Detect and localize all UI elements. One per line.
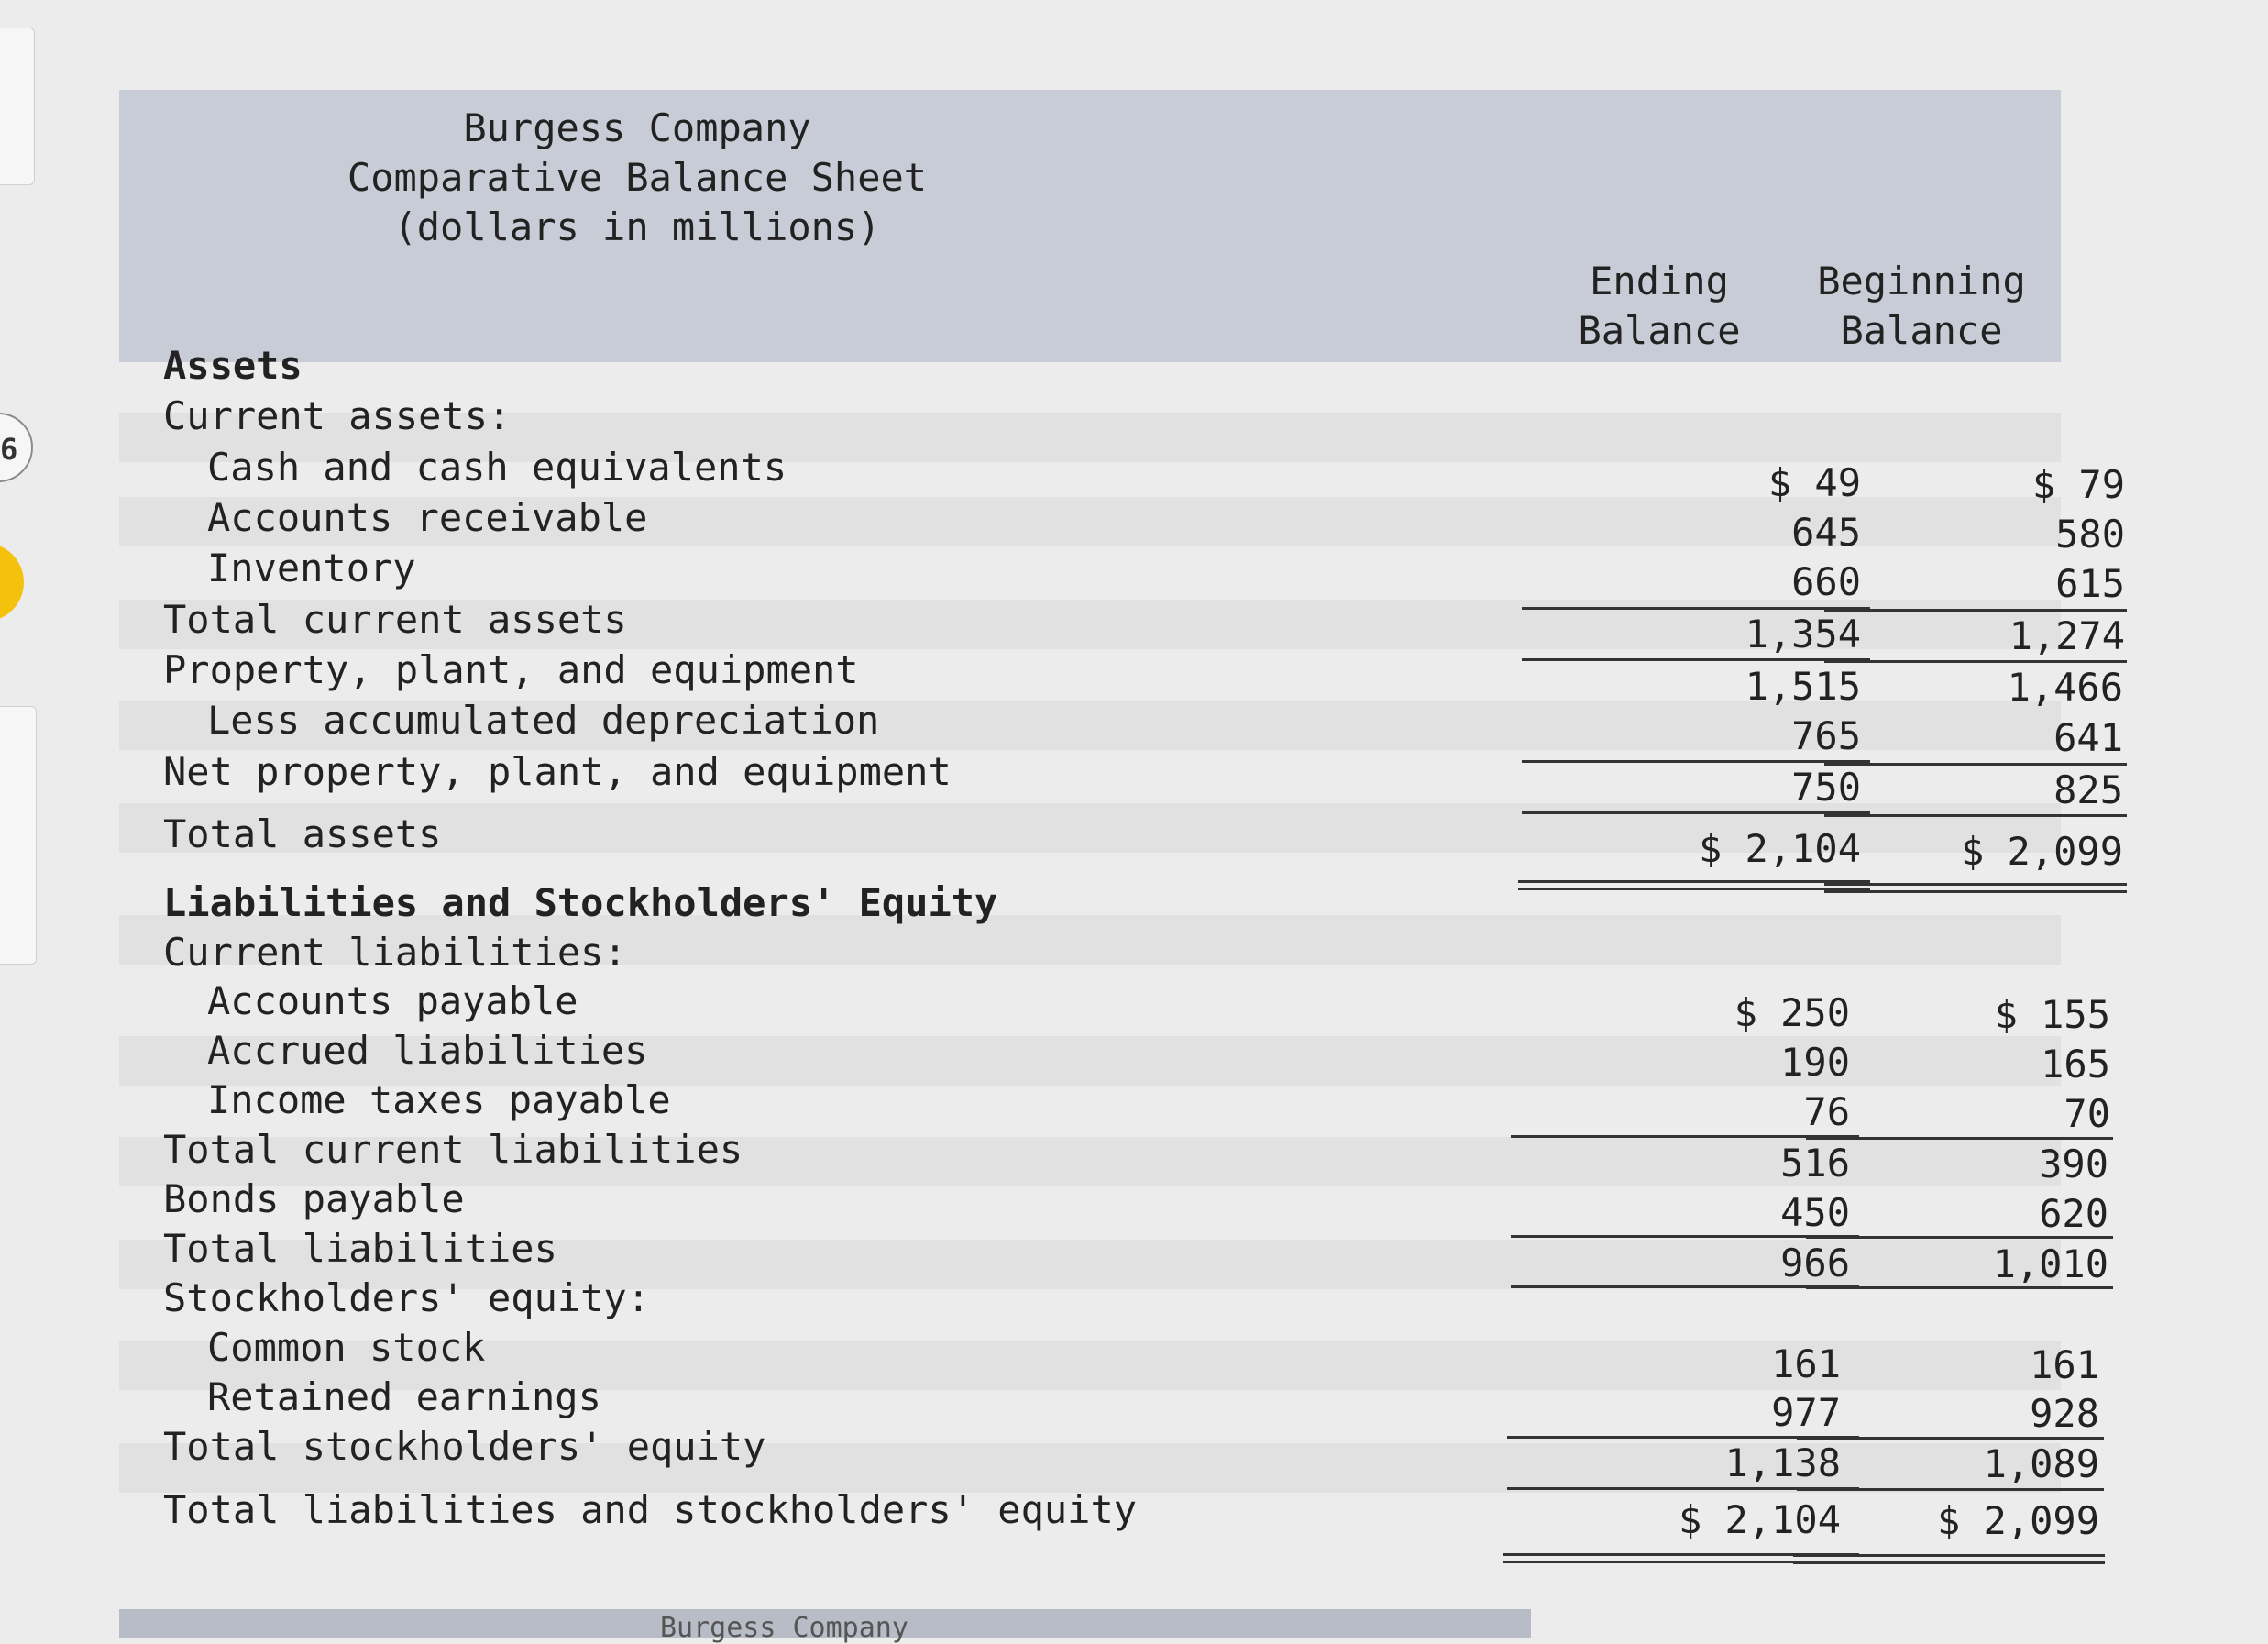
ending-ppe: 1,515	[1745, 664, 1861, 709]
ending-accumulated-depreciation: 765	[1791, 713, 1861, 758]
ending-header-line1: Ending	[1590, 259, 1729, 303]
row-label-income-taxes-payable: Income taxes payable	[207, 1077, 671, 1122]
row-label-total-liabilities-and-equity: Total liabilities and stockholders' equity	[163, 1487, 1138, 1532]
statement-title: Comparative Balance Sheet	[347, 155, 928, 200]
subheading-stockholders-equity: Stockholders' equity:	[163, 1275, 651, 1320]
row-label-accounts-payable: Accounts payable	[207, 978, 578, 1023]
row-label-inventory: Inventory	[207, 546, 416, 590]
ending-total-current-liabilities: 516	[1780, 1141, 1850, 1186]
row-label-accrued-liabilities: Accrued liabilities	[207, 1028, 648, 1073]
beginning-subtotal-rule	[1824, 814, 2127, 817]
row-label-common-stock: Common stock	[207, 1325, 486, 1370]
beginning-accounts-payable: $ 155	[1994, 992, 2110, 1037]
side-panel-tab-lower[interactable]	[0, 706, 37, 965]
subheading-current-liabilities: Current liabilities:	[163, 930, 627, 975]
balance-sheet	[119, 90, 2125, 1644]
beginning-header-line1: Beginning	[1817, 259, 2026, 303]
row-label-ppe: Property, plant, and equipment	[163, 647, 859, 692]
ending-accrued-liabilities: 190	[1780, 1040, 1850, 1085]
beginning-total-liabilities-and-equity: $ 2,099	[1936, 1498, 2099, 1543]
next-table-title: Burgess Company	[660, 1612, 908, 1644]
beginning-subtotal-rule	[1806, 1236, 2113, 1239]
beginning-net-ppe: 825	[2053, 767, 2123, 812]
ending-total-stockholders-equity: 1,138	[1724, 1440, 1841, 1485]
ending-net-ppe: 750	[1791, 765, 1861, 810]
beginning-total-assets: $ 2,099	[1960, 829, 2123, 874]
row-label-total-current-liabilities: Total current liabilities	[163, 1127, 743, 1172]
beginning-accumulated-depreciation: 641	[2053, 715, 2123, 760]
ending-bonds-payable: 450	[1780, 1190, 1850, 1235]
ending-total-double-rule	[1518, 880, 1870, 890]
ending-subtotal-rule	[1522, 811, 1870, 814]
beginning-cash: $ 79	[2031, 462, 2125, 507]
ending-total-assets: $ 2,104	[1698, 826, 1861, 871]
ending-total-current-assets: 1,354	[1745, 612, 1861, 656]
beginning-subtotal-rule	[1797, 1488, 2104, 1491]
side-panel-tab[interactable]	[0, 28, 35, 185]
ending-header-line2: Balance	[1578, 308, 1741, 353]
ending-subtotal-rule	[1522, 607, 1870, 610]
beginning-accounts-receivable: 580	[2055, 512, 2125, 557]
row-label-bonds-payable: Bonds payable	[163, 1176, 465, 1221]
ending-inventory: 660	[1791, 559, 1861, 604]
beginning-inventory: 615	[2055, 561, 2125, 606]
beginning-total-current-assets: 1,274	[2009, 613, 2125, 658]
ending-total-liabilities: 966	[1780, 1241, 1850, 1285]
beginning-header-line2: Balance	[1840, 308, 2003, 353]
beginning-total-double-rule	[1824, 883, 2127, 893]
row-label-accumulated-depreciation: Less accumulated depreciation	[207, 698, 880, 743]
ending-retained-earnings: 977	[1771, 1390, 1841, 1435]
row-label-accounts-receivable: Accounts receivable	[207, 495, 648, 540]
ending-common-stock: 161	[1771, 1341, 1841, 1386]
ending-income-taxes-payable: 76	[1803, 1089, 1850, 1134]
page-number: 6	[0, 432, 18, 467]
units-note: (dollars in millions)	[393, 204, 881, 249]
section-heading-assets: Assets	[163, 343, 303, 388]
ending-accounts-receivable: 645	[1791, 510, 1861, 555]
beginning-subtotal-rule	[1806, 1286, 2113, 1289]
company-name: Burgess Company	[463, 105, 811, 150]
highlight-dot	[0, 543, 24, 622]
beginning-ppe: 1,466	[2007, 665, 2123, 710]
beginning-subtotal-rule	[1797, 1437, 2104, 1440]
beginning-total-current-liabilities: 390	[2039, 1142, 2108, 1186]
beginning-total-double-rule	[1793, 1554, 2105, 1564]
ending-subtotal-rule	[1522, 658, 1870, 661]
beginning-subtotal-rule	[1824, 609, 2127, 612]
row-label-total-liabilities: Total liabilities	[163, 1226, 557, 1271]
row-label-retained-earnings: Retained earnings	[207, 1374, 601, 1419]
row-label-cash: Cash and cash equivalents	[207, 445, 787, 490]
beginning-common-stock: 161	[2030, 1342, 2099, 1387]
beginning-total-stockholders-equity: 1,089	[1983, 1441, 2099, 1486]
beginning-subtotal-rule	[1806, 1137, 2113, 1140]
ending-accounts-payable: $ 250	[1734, 990, 1850, 1035]
beginning-total-liabilities: 1,010	[1992, 1241, 2108, 1286]
ending-cash: $ 49	[1767, 460, 1861, 505]
row-label-total-stockholders-equity: Total stockholders' equity	[163, 1424, 766, 1469]
beginning-bonds-payable: 620	[2039, 1191, 2108, 1236]
subheading-current-assets: Current assets:	[163, 393, 512, 438]
beginning-retained-earnings: 928	[2030, 1391, 2099, 1436]
beginning-income-taxes-payable: 70	[2064, 1091, 2110, 1136]
section-heading-liabilities-equity: Liabilities and Stockholders' Equity	[163, 880, 998, 925]
row-label-total-assets: Total assets	[163, 811, 442, 856]
row-label-net-ppe: Net property, plant, and equipment	[163, 749, 952, 794]
beginning-subtotal-rule	[1824, 763, 2127, 766]
row-label-total-current-assets: Total current assets	[163, 597, 627, 642]
beginning-subtotal-rule	[1824, 660, 2127, 663]
ending-total-liabilities-and-equity: $ 2,104	[1678, 1497, 1841, 1542]
ending-subtotal-rule	[1522, 760, 1870, 763]
beginning-accrued-liabilities: 165	[2041, 1042, 2110, 1087]
